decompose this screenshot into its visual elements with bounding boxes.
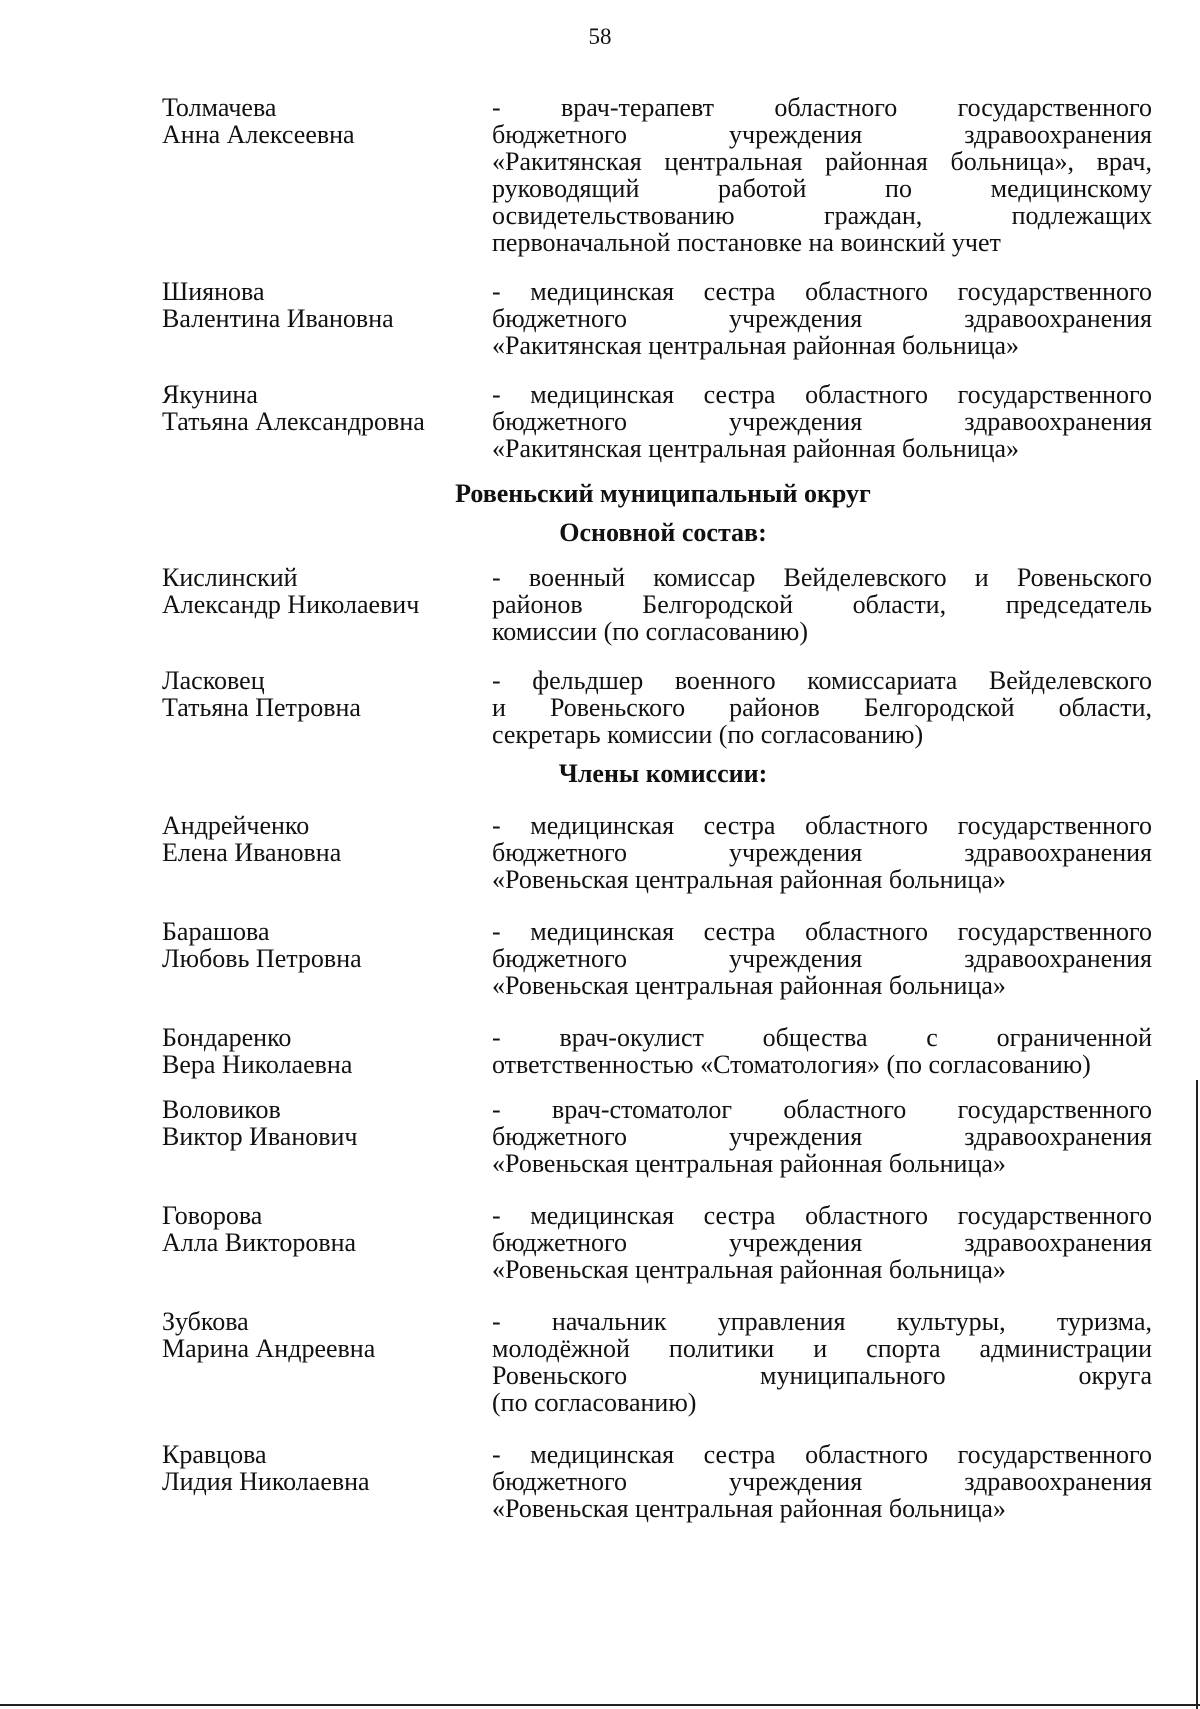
position-line: «Ровеньская центральная районная больница» bbox=[492, 865, 1006, 894]
member-name bbox=[162, 278, 492, 359]
member-given-names: Елена Ивановна bbox=[162, 838, 342, 867]
position-line: - фельдшер военного комиссариата Вейделевского bbox=[492, 666, 1152, 695]
member-position bbox=[492, 94, 1152, 256]
position-line: и Ровеньского районов Белгородской области, bbox=[492, 693, 1152, 722]
member-given-names: Вера Николаевна bbox=[162, 1050, 353, 1079]
member-name bbox=[162, 918, 492, 999]
position-line: молодёжной политики и спорта администрации bbox=[492, 1334, 1152, 1363]
position-line: - врач-окулист общества с ограниченной bbox=[492, 1023, 1152, 1052]
position-line: «Ракитянская центральная районная больница» bbox=[492, 434, 1020, 463]
member-name bbox=[162, 812, 492, 893]
member-entry bbox=[162, 812, 1152, 893]
member-position bbox=[492, 1308, 1152, 1416]
position-line: (по согласованию) bbox=[492, 1388, 697, 1417]
member-position bbox=[492, 381, 1152, 462]
member-given-names: Валентина Ивановна bbox=[162, 304, 394, 333]
position-line: секретарь комиссии (по согласованию) bbox=[492, 720, 924, 749]
position-line: руководящий работой по медицинскому bbox=[492, 174, 1152, 203]
position-line: - медицинская сестра областного государственного bbox=[492, 1201, 1152, 1230]
member-entry bbox=[162, 564, 1152, 645]
member-given-names: Алла Викторовна bbox=[162, 1228, 357, 1257]
member-position bbox=[492, 1441, 1152, 1522]
position-line: - медицинская сестра областного государственного bbox=[492, 1440, 1152, 1469]
member-position bbox=[492, 667, 1152, 748]
position-line: - медицинская сестра областного государственного bbox=[492, 811, 1152, 840]
member-surname: Кравцова bbox=[162, 1440, 267, 1469]
member-entry bbox=[162, 1202, 1152, 1283]
position-line: - врач-терапевт областного государственного bbox=[492, 93, 1152, 122]
member-surname: Шиянова bbox=[162, 277, 265, 306]
member-name bbox=[162, 381, 492, 462]
member-surname: Ласковец bbox=[162, 666, 265, 695]
member-entry bbox=[162, 1308, 1152, 1416]
member-name bbox=[162, 1308, 492, 1416]
position-line: ответственностью «Стоматология» (по согласованию) bbox=[492, 1050, 1091, 1079]
member-name bbox=[162, 1096, 492, 1177]
position-line: бюджетного учреждения здравоохранения bbox=[492, 1228, 1152, 1257]
position-line: бюджетного учреждения здравоохранения bbox=[492, 304, 1152, 333]
member-entry bbox=[162, 667, 1152, 748]
position-line: «Ракитянская центральная районная больница», врач, bbox=[492, 147, 1152, 176]
member-given-names: Александр Николаевич bbox=[162, 590, 420, 619]
position-line: - врач-стоматолог областного государственного bbox=[492, 1095, 1152, 1124]
member-given-names: Виктор Иванович bbox=[162, 1122, 358, 1151]
position-line: освидетельствованию граждан, подлежащих bbox=[492, 201, 1152, 230]
member-given-names: Марина Андреевна bbox=[162, 1334, 376, 1363]
position-line: - медицинская сестра областного государственного bbox=[492, 917, 1152, 946]
member-entry bbox=[162, 278, 1152, 359]
member-name bbox=[162, 1024, 492, 1078]
position-line: «Ровеньская центральная районная больница» bbox=[492, 1494, 1006, 1523]
position-line: бюджетного учреждения здравоохранения bbox=[492, 120, 1152, 149]
member-position bbox=[492, 1202, 1152, 1283]
member-surname: Бондаренко bbox=[162, 1023, 292, 1052]
member-entry bbox=[162, 918, 1152, 999]
page-border-bottom bbox=[0, 1704, 1200, 1706]
section-heading: Основной состав: bbox=[559, 518, 767, 547]
member-surname: Барашова bbox=[162, 917, 270, 946]
member-name bbox=[162, 667, 492, 748]
page-number: 58 bbox=[588, 24, 612, 49]
member-position bbox=[492, 564, 1152, 645]
member-name bbox=[162, 94, 492, 256]
member-given-names: Анна Алексеевна bbox=[162, 120, 355, 149]
member-entry bbox=[162, 1096, 1152, 1177]
member-given-names: Татьяна Александровна bbox=[162, 407, 425, 436]
member-name bbox=[162, 564, 492, 645]
section-heading: Члены комиссии: bbox=[558, 759, 768, 788]
position-line: «Ровеньская центральная районная больница» bbox=[492, 1255, 1006, 1284]
member-surname: Говорова bbox=[162, 1201, 263, 1230]
position-line: бюджетного учреждения здравоохранения bbox=[492, 407, 1152, 436]
section-heading: Ровеньский муниципальный округ bbox=[455, 479, 871, 508]
position-line: «Ровеньская центральная районная больница» bbox=[492, 971, 1006, 1000]
member-position bbox=[492, 1096, 1152, 1177]
position-line: - начальник управления культуры, туризма, bbox=[492, 1307, 1152, 1336]
position-line: бюджетного учреждения здравоохранения bbox=[492, 1122, 1152, 1151]
member-given-names: Любовь Петровна bbox=[162, 944, 362, 973]
position-line: бюджетного учреждения здравоохранения bbox=[492, 1467, 1152, 1496]
position-line: Ровеньского муниципального округа bbox=[492, 1361, 1152, 1390]
document-body bbox=[162, 94, 1152, 1522]
member-surname: Воловиков bbox=[162, 1095, 281, 1124]
member-entry bbox=[162, 94, 1152, 256]
position-line: - медицинская сестра областного государственного bbox=[492, 277, 1152, 306]
member-surname: Толмачева bbox=[162, 93, 277, 122]
member-position bbox=[492, 278, 1152, 359]
member-position bbox=[492, 812, 1152, 893]
member-entry bbox=[162, 1024, 1152, 1078]
position-line: - медицинская сестра областного государственного bbox=[492, 380, 1152, 409]
member-surname: Якунина bbox=[162, 380, 258, 409]
position-line: первоначальной постановке на воинский учет bbox=[492, 228, 1001, 257]
member-surname: Андрейченко bbox=[162, 811, 310, 840]
member-position bbox=[492, 1024, 1152, 1078]
member-given-names: Татьяна Петровна bbox=[162, 693, 361, 722]
position-line: - военный комиссар Вейделевского и Ровеньского bbox=[492, 563, 1152, 592]
member-surname: Кислинский bbox=[162, 563, 298, 592]
page-border-right bbox=[1196, 1080, 1198, 1709]
member-given-names: Лидия Николаевна bbox=[162, 1467, 370, 1496]
member-position bbox=[492, 918, 1152, 999]
position-line: комиссии (по согласованию) bbox=[492, 617, 808, 646]
position-line: бюджетного учреждения здравоохранения bbox=[492, 944, 1152, 973]
position-line: бюджетного учреждения здравоохранения bbox=[492, 838, 1152, 867]
position-line: «Ровеньская центральная районная больница» bbox=[492, 1149, 1006, 1178]
position-line: районов Белгородской области, председатель bbox=[492, 590, 1152, 619]
member-entry bbox=[162, 381, 1152, 462]
member-name bbox=[162, 1202, 492, 1283]
member-surname: Зубкова bbox=[162, 1307, 249, 1336]
position-line: «Ракитянская центральная районная больница» bbox=[492, 331, 1020, 360]
member-entry bbox=[162, 1441, 1152, 1522]
member-name bbox=[162, 1441, 492, 1522]
